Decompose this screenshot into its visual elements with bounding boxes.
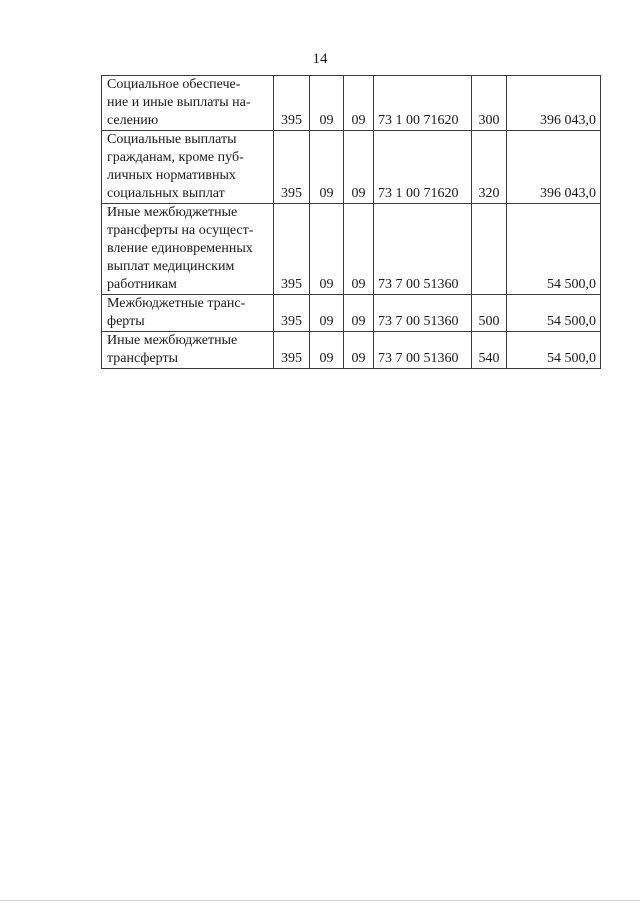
table-row bbox=[102, 332, 601, 369]
item-name-line: трансферты bbox=[107, 351, 179, 366]
item-name-line: гражданам, кроме пуб- bbox=[107, 150, 244, 165]
table-row bbox=[102, 76, 601, 131]
target-article-cell: 73 7 00 51360 bbox=[374, 295, 472, 332]
item-name-line: Социальное обеспече- bbox=[107, 77, 241, 92]
item-name-line: выплат медицинским bbox=[107, 259, 235, 274]
admin-code-cell: 395 bbox=[274, 131, 310, 204]
subsection-code-cell: 09 bbox=[344, 332, 374, 369]
admin-code-cell: 395 bbox=[274, 332, 310, 369]
item-name-line: ние и иные выплаты на- bbox=[107, 95, 251, 110]
expense-type-cell: 500 bbox=[472, 295, 507, 332]
admin-code-cell: 395 bbox=[274, 76, 310, 131]
target-article-cell: 73 1 00 71620 bbox=[374, 131, 472, 204]
item-name-line: Иные межбюджетные bbox=[107, 205, 238, 220]
item-name-cell bbox=[102, 332, 274, 369]
page-number: 14 bbox=[312, 51, 328, 67]
expense-type-cell: 300 bbox=[472, 76, 507, 131]
table-body bbox=[102, 76, 601, 369]
section-code-cell: 09 bbox=[310, 204, 344, 295]
item-name-line: Социальные выплаты bbox=[107, 132, 237, 147]
table-row bbox=[102, 295, 601, 332]
admin-code-cell: 395 bbox=[274, 204, 310, 295]
section-code-cell: 09 bbox=[310, 295, 344, 332]
amount-cell: 54 500,0 bbox=[507, 204, 601, 295]
item-name-cell bbox=[102, 131, 274, 204]
expense-type-cell: 320 bbox=[472, 131, 507, 204]
target-article-cell: 73 7 00 51360 bbox=[374, 332, 472, 369]
subsection-code-cell: 09 bbox=[344, 295, 374, 332]
item-name-line: трансферты на осущест- bbox=[107, 223, 254, 238]
section-code-cell: 09 bbox=[310, 131, 344, 204]
amount-cell: 396 043,0 bbox=[507, 131, 601, 204]
subsection-code-cell: 09 bbox=[344, 131, 374, 204]
item-name-cell bbox=[102, 76, 274, 131]
section-code-cell: 09 bbox=[310, 76, 344, 131]
subsection-code-cell: 09 bbox=[344, 204, 374, 295]
amount-cell: 396 043,0 bbox=[507, 76, 601, 131]
amount-cell: 54 500,0 bbox=[507, 295, 601, 332]
item-name-line: личных нормативных bbox=[107, 168, 236, 183]
table-row bbox=[102, 204, 601, 295]
bottom-rule bbox=[0, 900, 640, 901]
item-name-cell bbox=[102, 295, 274, 332]
subsection-code-cell: 09 bbox=[344, 76, 374, 131]
item-name-line: ферты bbox=[107, 314, 145, 329]
section-code-cell: 09 bbox=[310, 332, 344, 369]
expense-type-cell: 540 bbox=[472, 332, 507, 369]
expense-type-cell bbox=[472, 204, 507, 295]
item-name-line: селению bbox=[107, 113, 159, 128]
item-name-cell bbox=[102, 204, 274, 295]
item-name-line: вление единовременных bbox=[107, 241, 253, 256]
table-row bbox=[102, 131, 601, 204]
item-name-line: социальных выплат bbox=[107, 186, 225, 201]
item-name-line: Межбюджетные транс- bbox=[107, 296, 246, 311]
target-article-cell: 73 1 00 71620 bbox=[374, 76, 472, 131]
amount-cell: 54 500,0 bbox=[507, 332, 601, 369]
budget-table bbox=[101, 75, 601, 369]
target-article-cell: 73 7 00 51360 bbox=[374, 204, 472, 295]
item-name-line: работникам bbox=[107, 277, 177, 292]
admin-code-cell: 395 bbox=[274, 295, 310, 332]
item-name-line: Иные межбюджетные bbox=[107, 333, 238, 348]
